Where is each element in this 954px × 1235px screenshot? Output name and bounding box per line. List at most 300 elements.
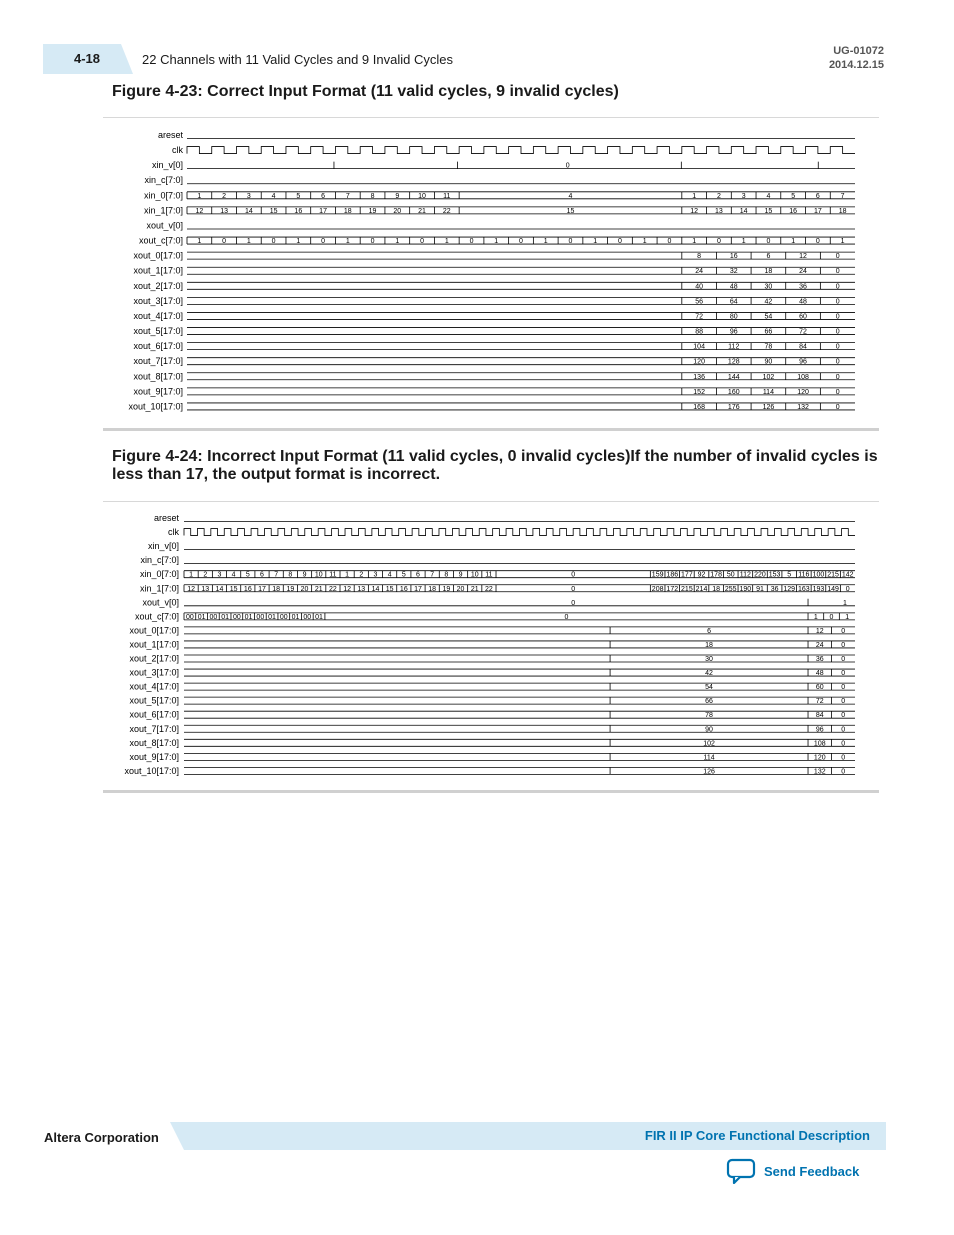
bus-value: 12 (690, 207, 699, 215)
bus-value: 66 (764, 328, 773, 336)
signal-label: xin_c[7:0] (140, 555, 179, 566)
signal-label: xout_v[0] (146, 220, 183, 231)
bus-value: 12 (815, 627, 824, 635)
bus-value: 01 (197, 613, 206, 621)
bus-value: 102 (762, 373, 775, 381)
bus-value: 20 (300, 585, 309, 593)
bus-value: 0 (841, 641, 846, 649)
bus-value: 0 (835, 358, 840, 366)
signal-label: xin_0[7:0] (139, 569, 179, 580)
bus-value: 10 (314, 571, 323, 579)
doc-date: 2014.12.15 (828, 59, 884, 71)
bus-value: 18 (712, 585, 721, 593)
bus-value: 90 (705, 726, 713, 734)
bus-value: 0 (845, 585, 850, 593)
signal-label: xout_9[17:0] (133, 386, 183, 397)
bus-value: 54 (705, 684, 713, 692)
bus-value: 120 (813, 754, 826, 762)
bus-value: 48 (799, 298, 807, 306)
bus-value: 112 (739, 571, 751, 579)
bus-value: 18 (764, 268, 773, 276)
bus-value: 2 (716, 192, 721, 200)
bus-value: 7 (274, 571, 279, 579)
bus-value: 1 (692, 192, 697, 200)
bus-value: 0 (835, 403, 840, 411)
bus-value: 116 (798, 571, 810, 579)
bus-value: 14 (244, 207, 253, 215)
bus-value: 22 (485, 585, 493, 593)
bus-value: 0 (716, 238, 721, 246)
bus-value: 00 (185, 613, 194, 621)
bus-value: 92 (697, 571, 706, 579)
bus-value: 1 (345, 571, 350, 579)
bus-value: 0 (841, 670, 846, 678)
bus-value: 220 (754, 571, 766, 579)
bus-value: 153 (768, 571, 781, 579)
bus-value: 3 (373, 571, 378, 579)
signal-label: xout_2[17:0] (129, 653, 179, 664)
bus-value: 0 (835, 283, 840, 291)
bus-value: 1 (813, 613, 818, 621)
signal-label: xout_8[17:0] (133, 371, 183, 382)
bus-value: 00 (256, 613, 265, 621)
bus-value: 12 (195, 207, 204, 215)
bus-value: 01 (315, 613, 323, 621)
bus-value: 6 (707, 627, 712, 635)
bus-value: 42 (764, 298, 773, 306)
bus-value: 15 (229, 585, 238, 593)
bus-value: 48 (815, 670, 824, 678)
bus-value: 0 (519, 238, 523, 246)
bus-value: 66 (705, 698, 713, 706)
bus-value: 0 (841, 712, 846, 720)
bus-value: 0 (565, 162, 570, 170)
bus-value: 1 (642, 238, 647, 246)
bus-value: 0 (835, 388, 840, 396)
bus-value: 0 (564, 613, 569, 621)
bus-value: 0 (571, 585, 576, 593)
section-title: 22 Channels with 11 Valid Cycles and 9 Invalid Cycles (142, 52, 453, 67)
bus-value: 0 (841, 754, 846, 762)
bus-value: 6 (321, 192, 326, 200)
bus-value: 64 (729, 298, 738, 306)
bus-value: 0 (571, 599, 576, 607)
bus-value: 160 (727, 388, 740, 396)
bus-value: 255 (724, 585, 737, 593)
bus-value: 0 (568, 238, 573, 246)
bus-value: 9 (395, 192, 400, 200)
signal-label: xout_8[17:0] (129, 737, 179, 748)
bus-value: 30 (764, 283, 773, 291)
bus-value: 2 (359, 571, 364, 579)
bus-value: 4 (766, 192, 771, 200)
bus-value: 2 (222, 192, 227, 200)
bus-value: 152 (693, 388, 705, 396)
bus-value: 4 (231, 571, 236, 579)
bus-value: 132 (797, 403, 809, 411)
clock-waveform (187, 147, 855, 154)
bus-value: 17 (813, 207, 822, 215)
signal-label: clk (172, 145, 183, 156)
bus-value: 168 (693, 403, 705, 411)
bus-value: 178 (710, 571, 722, 579)
bus-value: 00 (232, 613, 241, 621)
bus-value: 72 (815, 698, 824, 706)
signal-label: xin_v[0] (147, 541, 179, 552)
bus-value: 208 (651, 585, 664, 593)
bus-value: 14 (739, 207, 748, 215)
bus-value: 00 (303, 613, 312, 621)
bus-value: 21 (314, 585, 323, 593)
bus-value: 214 (695, 585, 708, 593)
bus-value: 215 (681, 585, 693, 593)
bus-value: 3 (246, 192, 251, 200)
bus-value: 5 (401, 571, 406, 579)
bus-value: 0 (321, 238, 326, 246)
bus-value: 1 (845, 613, 850, 621)
doc-id: UG-01072 (833, 45, 884, 57)
bus-value: 14 (371, 585, 380, 593)
signal-label: xout_0[17:0] (129, 625, 179, 636)
bus-value: 20 (456, 585, 465, 593)
bus-value: 15 (269, 207, 278, 215)
bus-value: 1 (197, 192, 202, 200)
signal-label: xout_v[0] (142, 597, 179, 608)
bus-value: 2 (203, 571, 208, 579)
bus-value: 16 (789, 207, 798, 215)
bus-value: 5 (296, 192, 301, 200)
figure-4-24-caption-line2: less than 17, the output format is incorrect. (112, 466, 441, 483)
figure-4-24-caption (112, 448, 878, 484)
bus-value: 91 (756, 585, 764, 593)
bus-value: 0 (835, 328, 840, 336)
bus-value: 1 (692, 238, 697, 246)
bus-value: 159 (651, 571, 664, 579)
signal-label: xin_v[0] (151, 160, 183, 171)
bus-value: 6 (766, 253, 771, 261)
bus-value: 1 (197, 238, 202, 246)
bus-value: 36 (770, 585, 779, 593)
bus-value: 12 (343, 585, 351, 593)
bus-value: 84 (799, 343, 807, 351)
bus-value: 0 (841, 768, 846, 776)
bus-value: 21 (470, 585, 479, 593)
bus-value: 01 (221, 613, 229, 621)
bus-value: 7 (840, 192, 845, 200)
bus-value: 126 (703, 768, 715, 776)
bus-value: 0 (222, 238, 227, 246)
bus-value: 4 (387, 571, 392, 579)
clock-waveform (184, 529, 855, 536)
bus-value: 18 (705, 641, 713, 649)
bus-value: 19 (368, 207, 377, 215)
bus-value: 15 (566, 207, 575, 215)
signal-label: clk (168, 527, 179, 538)
waveform-figure-4-23 (110, 124, 870, 424)
bus-value: 186 (666, 571, 679, 579)
bus-value: 0 (835, 268, 840, 276)
bus-value: 108 (813, 740, 826, 748)
bus-value: 22 (442, 207, 451, 215)
bus-value: 0 (420, 238, 424, 246)
bus-value: 01 (268, 613, 276, 621)
bus-value: 16 (399, 585, 408, 593)
bus-value: 96 (815, 726, 824, 734)
bus-value: 120 (797, 388, 809, 396)
bus-value: 24 (695, 268, 704, 276)
signal-label: xout_5[17:0] (133, 326, 183, 337)
bus-value: 12 (187, 585, 195, 593)
bus-value: 215 (827, 571, 839, 579)
bus-value: 16 (243, 585, 252, 593)
signal-label: xin_c[7:0] (144, 175, 183, 186)
bus-value: 96 (729, 328, 738, 336)
bus-value: 56 (695, 298, 704, 306)
bus-value: 0 (841, 627, 846, 635)
bus-value: 1 (593, 238, 598, 246)
bus-value: 18 (428, 585, 437, 593)
bus-value: 0 (841, 698, 846, 706)
bus-value: 0 (571, 571, 576, 579)
bus-value: 48 (729, 283, 738, 291)
bus-value: 0 (618, 238, 622, 246)
signal-label: xout_6[17:0] (133, 341, 183, 352)
signal-label: xin_1[7:0] (139, 583, 179, 594)
bus-value: 80 (729, 313, 738, 321)
bus-value: 190 (739, 585, 752, 593)
bus-value: 36 (815, 656, 824, 663)
bus-value: 0 (841, 684, 846, 692)
bus-value: 114 (703, 754, 715, 762)
bus-value: 10 (470, 571, 479, 579)
signal-label: xin_1[7:0] (143, 205, 183, 216)
bus-value: 9 (458, 571, 463, 579)
bus-value: 96 (799, 358, 807, 366)
signal-label: xout_5[17:0] (129, 695, 179, 706)
bus-value: 60 (799, 313, 807, 321)
signal-label: xout_10[17:0] (128, 401, 183, 412)
bus-value: 78 (764, 343, 773, 351)
bus-value: 20 (393, 207, 402, 215)
bus-value: 4 (271, 192, 276, 200)
bus-value: 17 (258, 585, 266, 593)
bus-value: 100 (812, 571, 825, 579)
signal-label: xout_4[17:0] (133, 310, 183, 321)
signal-label: xout_7[17:0] (133, 356, 183, 367)
figure-bottom-rule (103, 428, 879, 431)
signal-label: areset (157, 130, 183, 140)
bus-value: 102 (703, 740, 715, 748)
footer-company: Altera Corporation (44, 1130, 159, 1145)
bus-value: 172 (666, 585, 679, 593)
bus-value: 0 (835, 313, 840, 321)
bus-value: 1 (543, 238, 548, 246)
bus-value: 1 (741, 238, 746, 246)
bus-value: 84 (815, 712, 824, 720)
signal-label: areset (153, 513, 179, 523)
bus-value: 18 (272, 585, 281, 593)
bus-value: 6 (416, 571, 420, 579)
bus-value: 0 (841, 656, 846, 663)
bus-value: 112 (728, 343, 740, 351)
bus-value: 3 (741, 192, 746, 200)
bus-value: 5 (787, 571, 792, 579)
bus-value: 00 (279, 613, 288, 621)
bus-value: 132 (813, 768, 826, 776)
bus-value: 12 (799, 253, 807, 261)
figure-top-rule (103, 501, 879, 502)
bus-value: 13 (715, 207, 723, 215)
bus-value: 24 (799, 268, 807, 276)
feedback-bubble-icon (726, 1158, 756, 1184)
doc-id-block (829, 44, 884, 72)
bus-value: 1 (840, 238, 845, 246)
bus-value: 144 (727, 373, 740, 381)
send-feedback-link[interactable] (726, 1158, 859, 1184)
bus-value: 18 (343, 207, 352, 215)
bus-value: 129 (783, 585, 796, 593)
signal-label: xout_4[17:0] (129, 681, 179, 692)
bus-value: 78 (705, 712, 713, 720)
bus-value: 13 (220, 207, 229, 215)
bus-value: 128 (727, 358, 740, 366)
page-number: 4-18 (74, 51, 101, 66)
bus-value: 1 (246, 238, 251, 246)
bus-value: 01 (244, 613, 253, 621)
bus-value: 104 (693, 343, 705, 351)
bus-value: 177 (681, 571, 693, 579)
bus-value: 16 (294, 207, 303, 215)
bus-value: 11 (485, 571, 493, 579)
waveform-figure-4-24 (110, 509, 870, 779)
signal-label: xout_2[17:0] (133, 280, 183, 291)
bus-value: 19 (442, 585, 451, 593)
signal-label: xout_c[7:0] (138, 235, 183, 246)
bus-value: 22 (329, 585, 337, 593)
bus-value: 10 (418, 192, 426, 200)
bus-value: 14 (215, 585, 224, 593)
bus-value: 5 (245, 571, 250, 579)
bus-value: 11 (329, 571, 337, 579)
bus-value: 0 (829, 613, 834, 621)
bus-value: 60 (815, 684, 824, 692)
bus-value: 9 (302, 571, 307, 579)
bus-value: 1 (296, 238, 301, 246)
bus-value: 0 (815, 238, 820, 246)
signal-label: xout_c[7:0] (134, 611, 179, 622)
bus-value: 8 (444, 571, 449, 579)
bus-value: 114 (762, 388, 774, 396)
bus-value: 1 (791, 238, 796, 246)
bus-value: 17 (319, 207, 327, 215)
figure-4-23-caption: Figure 4-23: Correct Input Format (11 valid cycles, 9 invalid cycles) (112, 83, 619, 100)
bus-value: 90 (764, 358, 773, 366)
bus-value: 19 (286, 585, 295, 593)
signal-label: xout_6[17:0] (129, 709, 179, 720)
figure-bottom-rule (103, 790, 879, 793)
bus-value: 8 (697, 253, 702, 261)
bus-value: 0 (835, 343, 840, 351)
bus-value: 108 (797, 373, 809, 381)
bus-value: 30 (705, 656, 713, 663)
bus-value: 54 (764, 313, 773, 321)
figure-4-24-caption-line1: Figure 4-24: Incorrect Input Format (11 valid cycles, 0 invalid cycles)If the number of invalid cycles is (112, 448, 878, 465)
bus-value: 42 (705, 670, 713, 678)
bus-value: 36 (799, 283, 807, 291)
bus-value: 120 (693, 358, 705, 366)
bus-value: 3 (217, 571, 222, 579)
bus-value: 1 (395, 238, 400, 246)
bus-value: 00 (209, 613, 218, 621)
signal-label: xout_10[17:0] (124, 765, 179, 776)
signal-label: xout_3[17:0] (129, 667, 179, 678)
send-feedback-label: Send Feedback (764, 1163, 860, 1179)
bus-value: 0 (841, 726, 846, 734)
bus-value: 176 (727, 403, 740, 411)
bus-value: 32 (729, 268, 738, 276)
bus-value: 16 (729, 253, 738, 261)
bus-value: 18 (838, 207, 847, 215)
bus-value: 0 (766, 238, 771, 246)
bus-value: 4 (568, 192, 573, 200)
bus-value: 0 (835, 298, 840, 306)
bus-value: 15 (385, 585, 394, 593)
bus-value: 0 (841, 740, 846, 748)
bus-value: 0 (667, 238, 672, 246)
bus-value: 21 (418, 207, 426, 215)
bus-value: 24 (815, 641, 824, 649)
bus-value: 1 (345, 238, 350, 246)
bus-value: 15 (764, 207, 773, 215)
bus-value: 01 (291, 613, 300, 621)
bus-value: 0 (370, 238, 375, 246)
bus-value: 72 (695, 313, 704, 321)
bus-value: 8 (288, 571, 293, 579)
bus-value: 193 (812, 585, 825, 593)
bus-value: 126 (762, 403, 775, 411)
bus-value: 6 (260, 571, 264, 579)
figure-top-rule (103, 117, 879, 118)
bus-value: 13 (201, 585, 210, 593)
signal-label: xout_0[17:0] (133, 250, 183, 261)
bus-value: 88 (695, 328, 704, 336)
bus-value: 142 (841, 571, 854, 579)
bus-value: 72 (799, 328, 807, 336)
bus-value: 0 (835, 253, 840, 261)
bus-value: 0 (469, 238, 474, 246)
signal-label: xin_0[7:0] (143, 190, 183, 201)
bus-value: 149 (827, 585, 839, 593)
bus-value: 8 (370, 192, 375, 200)
signal-label: xout_1[17:0] (129, 639, 179, 650)
bus-value: 1 (444, 238, 449, 246)
signal-label: xout_7[17:0] (129, 723, 179, 734)
bus-value: 1 (494, 238, 499, 246)
bus-value: 13 (357, 585, 366, 593)
bus-value: 7 (430, 571, 435, 579)
bus-value: 5 (791, 192, 796, 200)
footer-description-link[interactable]: FIR II IP Core Functional Description (644, 1128, 870, 1143)
signal-label: xout_9[17:0] (129, 751, 179, 762)
bus-value: 6 (815, 192, 820, 200)
bus-value: 1 (189, 571, 194, 579)
bus-value: 7 (345, 192, 350, 200)
bus-value: 11 (443, 192, 451, 200)
bus-value: 50 (726, 571, 735, 579)
signal-label: xout_1[17:0] (133, 265, 183, 276)
signal-label: xout_3[17:0] (133, 295, 183, 306)
bus-value: 17 (414, 585, 422, 593)
